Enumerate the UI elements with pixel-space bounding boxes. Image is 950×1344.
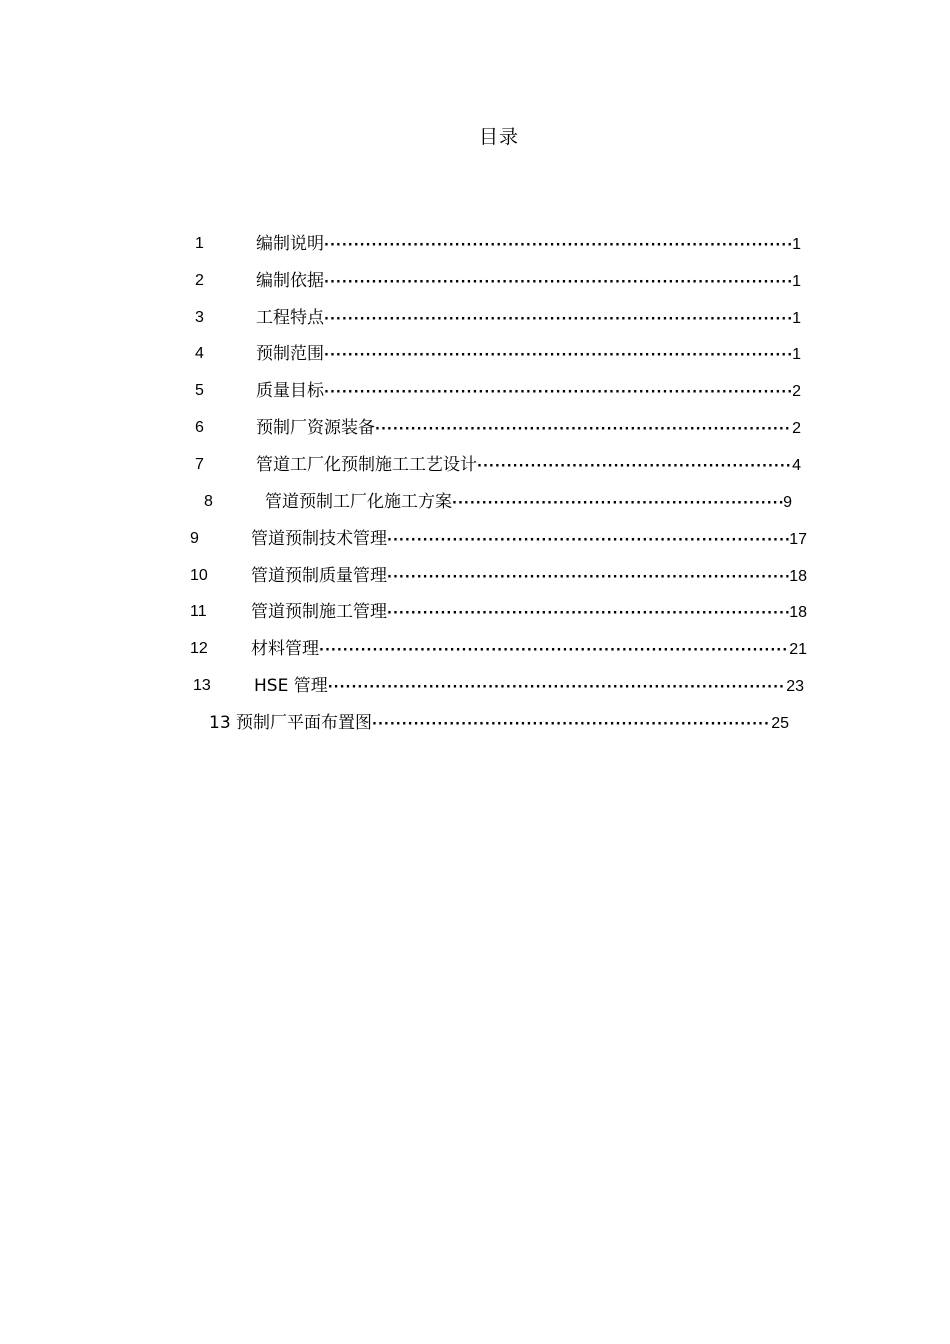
toc-entry-title: 工程特点 xyxy=(256,308,324,328)
toc-entry-page: 1 xyxy=(792,310,801,327)
toc-entry-number: 9 xyxy=(190,530,199,547)
toc-entry[interactable] xyxy=(0,306,950,330)
toc-entry-number: 12 xyxy=(190,640,208,657)
toc-leader-dots xyxy=(387,529,789,553)
toc-entry[interactable] xyxy=(0,453,950,477)
toc-entry-page: 4 xyxy=(792,457,801,474)
toc-entry-title: 管道预制质量管理 xyxy=(251,566,387,586)
toc-title: 目录 xyxy=(478,126,519,148)
toc-entry-title: 管道预制技术管理 xyxy=(251,529,387,549)
toc-entry-title: 13 预制厂平面布置图 xyxy=(209,713,373,733)
toc-entry-page: 18 xyxy=(789,568,807,585)
toc-leader-dots xyxy=(319,639,789,663)
toc-leader-dots xyxy=(324,344,792,368)
toc-leader-dots xyxy=(477,455,792,479)
toc-entry[interactable] xyxy=(0,232,950,256)
toc-entry-number: 10 xyxy=(190,567,208,584)
toc-leader-dots xyxy=(387,602,789,626)
toc-entry-title: 预制范围 xyxy=(256,344,324,364)
toc-entry[interactable] xyxy=(0,269,950,293)
toc-entry[interactable] xyxy=(0,711,950,735)
toc-entry-number: 7 xyxy=(195,456,204,473)
toc-entry-number: 3 xyxy=(195,309,204,326)
toc-entry-number: 11 xyxy=(190,603,207,620)
toc-entry[interactable] xyxy=(0,379,950,403)
toc-leader-dots xyxy=(324,271,792,295)
toc-entry-page: 1 xyxy=(792,273,801,290)
toc-entry-page: 25 xyxy=(771,715,789,732)
toc-entry[interactable] xyxy=(0,600,950,624)
toc-leader-dots xyxy=(324,308,792,332)
toc-entry-number: 2 xyxy=(195,272,204,289)
toc-entry-title: 管道预制工厂化施工方案 xyxy=(265,492,452,512)
toc-entry[interactable] xyxy=(0,416,950,440)
toc-entry[interactable] xyxy=(0,527,950,551)
toc-leader-dots xyxy=(324,234,792,258)
toc-entry-page: 18 xyxy=(789,604,807,621)
toc-entry-page: 21 xyxy=(789,641,807,658)
toc-entry[interactable] xyxy=(0,637,950,661)
toc-leader-dots xyxy=(387,566,789,590)
toc-entry-number: 13 xyxy=(193,677,211,694)
toc-entry[interactable] xyxy=(0,490,950,514)
toc-entry-title: HSE 管理 xyxy=(254,676,328,696)
toc-entry-title: 管道预制施工管理 xyxy=(251,602,387,622)
toc-leader-dots xyxy=(372,713,771,737)
toc-entry-page: 17 xyxy=(789,531,807,548)
toc-entry-page: 1 xyxy=(792,236,801,253)
toc-entry[interactable] xyxy=(0,674,950,698)
toc-entry-number: 4 xyxy=(195,345,204,362)
toc-entry-title: 预制厂资源装备 xyxy=(256,418,375,438)
toc-entry-title: 材料管理 xyxy=(251,639,319,659)
toc-leader-dots xyxy=(375,418,792,442)
toc-entry-number: 5 xyxy=(195,382,204,399)
toc-entry-number: 1 xyxy=(195,235,204,252)
toc-entry-title: 管道工厂化预制施工工艺设计 xyxy=(256,455,477,475)
toc-leader-dots xyxy=(324,381,792,405)
toc-entry-page: 2 xyxy=(792,383,801,400)
toc-entry-page: 23 xyxy=(786,678,804,695)
toc-entry-page: 2 xyxy=(792,420,801,437)
toc-entry-number: 8 xyxy=(204,493,213,510)
toc-entry-title: 质量目标 xyxy=(256,381,324,401)
toc-entry[interactable] xyxy=(0,342,950,366)
toc-entry-page: 1 xyxy=(792,346,801,363)
toc-entry-page: 9 xyxy=(783,494,792,511)
toc-entry-number: 6 xyxy=(195,419,204,436)
toc-entry-title: 编制说明 xyxy=(256,234,324,254)
toc-leader-dots xyxy=(452,492,783,516)
toc-leader-dots xyxy=(328,676,786,700)
toc-entry-title: 编制依据 xyxy=(256,271,324,291)
toc-entry[interactable] xyxy=(0,564,950,588)
